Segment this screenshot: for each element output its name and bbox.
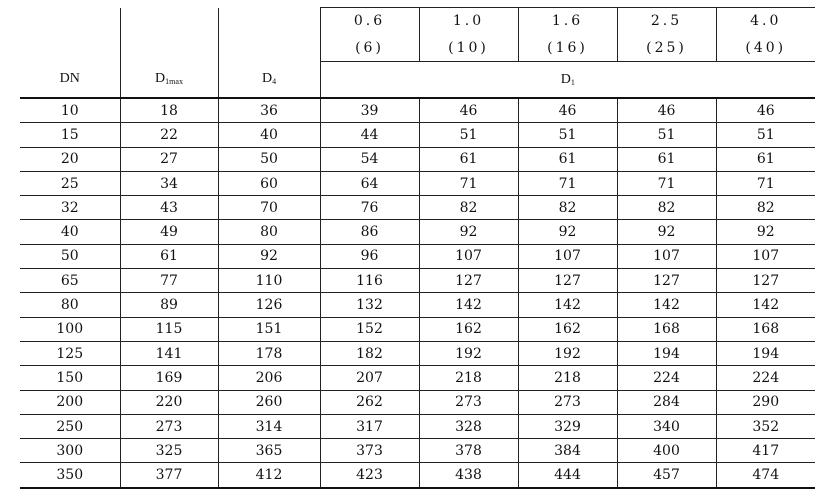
d-4.0-cell: 474 [716,463,815,488]
d-1.0-cell: 328 [419,414,518,438]
d-2.5-cell: 127 [617,269,716,293]
d4-cell: 36 [218,98,320,123]
d4-cell: 40 [218,123,320,147]
d-1.6-cell: 51 [518,123,617,147]
table-row [20,220,815,244]
d1max-cell: 34 [120,171,218,195]
d4-cell: 412 [218,463,320,488]
d-2.5-cell: 51 [617,123,716,147]
d-4.0-cell: 127 [716,269,815,293]
table-body [20,98,815,488]
d-1.0-cell: 142 [419,293,518,317]
d4-cell: 70 [218,196,320,220]
d-0.6-cell: 76 [320,196,419,220]
d-2.5-cell: 400 [617,439,716,463]
d-1.6-cell: 46 [518,98,617,123]
d-4.0-cell: 352 [716,414,815,438]
dn-cell: 200 [20,390,120,414]
d4-cell: 80 [218,220,320,244]
d1max-cell: 220 [120,390,218,414]
header-empty-cell [20,8,120,35]
d4-base: D [261,71,273,87]
table-row [20,317,815,341]
table-row [20,463,815,488]
d1max-cell: 115 [120,317,218,341]
d4-cell: 365 [218,439,320,463]
d-1.0-cell: 378 [419,439,518,463]
header-empty-cell [120,8,218,35]
d-4.0-cell: 71 [716,171,815,195]
table-row [20,196,815,220]
header-empty-cell [218,34,320,62]
pressure-bottom-label: (6) [320,34,419,62]
d-1.0-cell: 127 [419,269,518,293]
d-1.0-cell: 273 [419,390,518,414]
d-0.6-cell: 86 [320,220,419,244]
d1max-cell: 169 [120,366,218,390]
d-0.6-cell: 317 [320,414,419,438]
d1max-cell: 49 [120,220,218,244]
d-0.6-cell: 423 [320,463,419,488]
d-1.6-cell: 107 [518,244,617,268]
d-2.5-cell: 92 [617,220,716,244]
d4-cell: 60 [218,171,320,195]
header-empty-cell [20,34,120,62]
d-4.0-cell: 51 [716,123,815,147]
pressure-bottom-label: (16) [518,34,617,62]
d-0.6-cell: 44 [320,123,419,147]
d-4.0-cell: 92 [716,220,815,244]
d4-cell: 260 [218,390,320,414]
d-2.5-cell: 224 [617,366,716,390]
table-row [20,366,815,390]
dn-cell: 250 [20,414,120,438]
d1max-cell: 43 [120,196,218,220]
d1max-cell: 141 [120,341,218,365]
d1max-cell: 18 [120,98,218,123]
d1max-header [120,62,218,99]
d-0.6-cell: 152 [320,317,419,341]
d-1.6-cell: 218 [518,366,617,390]
d1max-cell: 89 [120,293,218,317]
d4-cell: 206 [218,366,320,390]
d-2.5-cell: 340 [617,414,716,438]
d4-cell: 151 [218,317,320,341]
d-0.6-cell: 54 [320,147,419,171]
d4-cell: 50 [218,147,320,171]
d-0.6-cell: 96 [320,244,419,268]
pressure-bottom-label: (25) [617,34,716,62]
d1max-base: D [155,71,166,87]
d-0.6-cell: 373 [320,439,419,463]
d1max-cell: 273 [120,414,218,438]
d-4.0-cell: 417 [716,439,815,463]
d-2.5-cell: 168 [617,317,716,341]
d-4.0-cell: 290 [716,390,815,414]
table-row [20,123,815,147]
d-group-base: D [560,71,571,87]
d-1.0-cell: 162 [419,317,518,341]
d-1.6-cell: 273 [518,390,617,414]
d1max-subscript: 1max [165,77,183,87]
d-4.0-cell: 168 [716,317,815,341]
d-1.0-cell: 61 [419,147,518,171]
d-1.6-cell: 162 [518,317,617,341]
dn-cell: 350 [20,463,120,488]
header-empty-cell [218,8,320,35]
d-2.5-cell: 194 [617,341,716,365]
d-0.6-cell: 182 [320,341,419,365]
d-1.0-cell: 192 [419,341,518,365]
d1max-cell: 27 [120,147,218,171]
d-1.0-cell: 71 [419,171,518,195]
d4-cell: 314 [218,414,320,438]
d-1.6-cell: 192 [518,341,617,365]
d-2.5-cell: 457 [617,463,716,488]
d1max-cell: 377 [120,463,218,488]
dn-cell: 65 [20,269,120,293]
pressure-bottom-label: (10) [419,34,518,62]
dn-cell: 32 [20,196,120,220]
d-2.5-cell: 71 [617,171,716,195]
d4-cell: 110 [218,269,320,293]
pressure-top-label: 2.5 [617,8,716,35]
d-1.6-cell: 127 [518,269,617,293]
header-empty-cell [120,34,218,62]
d-1.6-cell: 142 [518,293,617,317]
d-0.6-cell: 116 [320,269,419,293]
dn-cell: 20 [20,147,120,171]
dn-cell: 10 [20,98,120,123]
dn-cell: 80 [20,293,120,317]
dn-cell: 40 [20,220,120,244]
dn-cell: 100 [20,317,120,341]
d-2.5-cell: 107 [617,244,716,268]
d4-subscript: 4 [272,77,277,87]
d-group-subscript: 1 [570,77,575,87]
d-1.0-cell: 92 [419,220,518,244]
d-1.6-cell: 329 [518,414,617,438]
table-row [20,244,815,268]
d-1.6-cell: 384 [518,439,617,463]
dn-cell: 300 [20,439,120,463]
d-1.6-cell: 61 [518,147,617,171]
pressure-top-label: 4.0 [716,8,815,35]
d-1.0-cell: 438 [419,463,518,488]
table-row [20,147,815,171]
d-4.0-cell: 194 [716,341,815,365]
d-2.5-cell: 46 [617,98,716,123]
d-4.0-cell: 142 [716,293,815,317]
d1max-cell: 77 [120,269,218,293]
pressure-top-label: 1.0 [419,8,518,35]
pressure-top-label: 0.6 [320,8,419,35]
d-1.0-cell: 218 [419,366,518,390]
d4-cell: 126 [218,293,320,317]
table-row [20,414,815,438]
d-2.5-cell: 82 [617,196,716,220]
d-2.5-cell: 284 [617,390,716,414]
dn-cell: 25 [20,171,120,195]
dn-header: DN [20,62,120,99]
d-4.0-cell: 61 [716,147,815,171]
dimension-table [20,7,815,489]
d-1.0-cell: 82 [419,196,518,220]
d-0.6-cell: 207 [320,366,419,390]
d-2.5-cell: 61 [617,147,716,171]
table-row [20,98,815,123]
dn-cell: 150 [20,366,120,390]
d-0.6-cell: 132 [320,293,419,317]
table-row [20,439,815,463]
d1max-cell: 61 [120,244,218,268]
d-1.0-cell: 107 [419,244,518,268]
d-4.0-cell: 46 [716,98,815,123]
table-row [20,269,815,293]
d-1.0-cell: 46 [419,98,518,123]
d-4.0-cell: 224 [716,366,815,390]
table-row [20,293,815,317]
d-0.6-cell: 39 [320,98,419,123]
d-4.0-cell: 82 [716,196,815,220]
pressure-top-label: 1.6 [518,8,617,35]
table-row [20,341,815,365]
d4-cell: 92 [218,244,320,268]
dn-cell: 15 [20,123,120,147]
d-1.6-cell: 444 [518,463,617,488]
d-1.0-cell: 51 [419,123,518,147]
dn-cell: 50 [20,244,120,268]
d-0.6-cell: 64 [320,171,419,195]
d-4.0-cell: 107 [716,244,815,268]
dn-cell: 125 [20,341,120,365]
pressure-bottom-label: (40) [716,34,815,62]
d-1.6-cell: 82 [518,196,617,220]
table-row [20,171,815,195]
d-1.6-cell: 92 [518,220,617,244]
d-0.6-cell: 262 [320,390,419,414]
d1max-cell: 22 [120,123,218,147]
d-2.5-cell: 142 [617,293,716,317]
d-1.6-cell: 71 [518,171,617,195]
table-row [20,390,815,414]
d-group-header [320,62,815,99]
d4-cell: 178 [218,341,320,365]
d4-header [218,62,320,99]
d1max-cell: 325 [120,439,218,463]
